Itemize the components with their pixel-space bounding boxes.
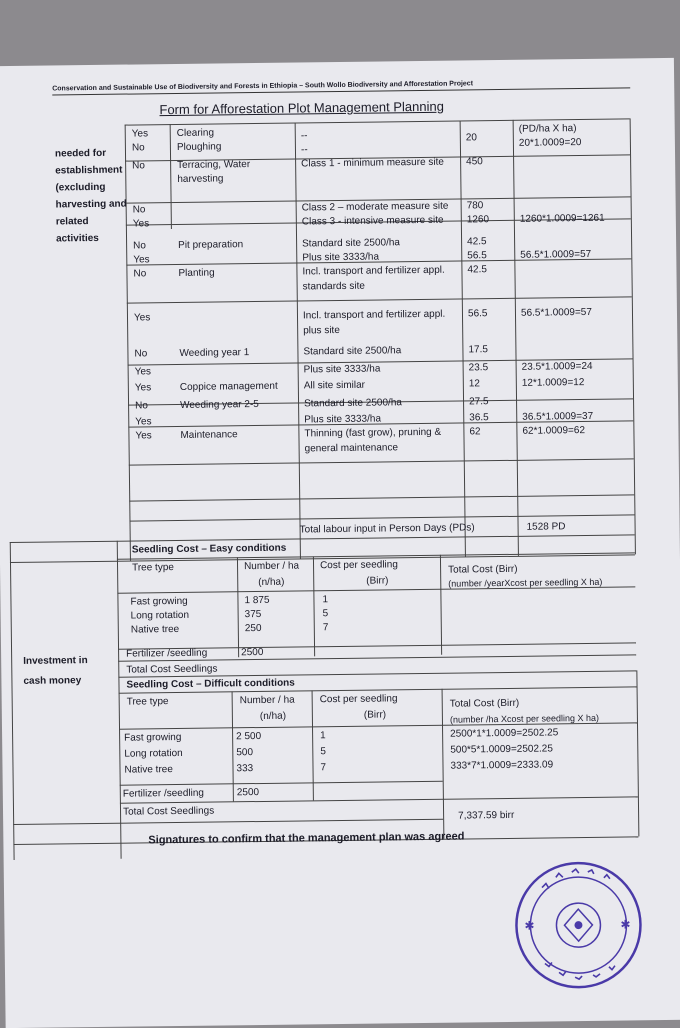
difficult-col-total: Total Cost (Birr) <box>449 697 520 710</box>
labour-person-days: 56.5 <box>467 250 487 262</box>
labour-description: Plus site 3333/ha <box>302 251 380 264</box>
investment-label-1: Investment in <box>23 655 88 667</box>
svg-text:✱: ✱ <box>524 918 535 933</box>
easy-row-cost: 5 <box>322 608 329 620</box>
labour-description: Plus site 3333/ha <box>303 363 381 376</box>
labour-calculation: 12*1.0009=12 <box>521 377 585 389</box>
easy-row-number: 1 875 <box>244 594 270 607</box>
labour-calculation: (PD/ha X ha) <box>518 123 577 135</box>
labour-description: Class 2 – moderate measure site <box>301 200 449 214</box>
labour-description-cont: standards site <box>302 280 365 293</box>
easy-col-total: Total Cost (Birr) <box>448 563 518 576</box>
labour-activity: Planting <box>178 267 215 279</box>
labour-person-days: 20 <box>465 132 478 144</box>
labour-activity-cont: harvesting <box>177 173 224 185</box>
easy-title: Seedling Cost – Easy conditions <box>131 542 287 556</box>
labour-description: Plus site 3333/ha <box>304 413 382 426</box>
labour-activity: Coppice management <box>179 380 278 393</box>
labour-description-cont: plus site <box>303 324 340 337</box>
labour-yes-no: No <box>134 348 148 360</box>
easy-fert-label: Fertilizer /seedling <box>126 647 208 660</box>
easy-row-cost: 1 <box>322 594 329 606</box>
difficult-title: Seedling Cost – Difficult conditions <box>126 677 295 691</box>
labour-activity: Maintenance <box>180 429 238 441</box>
difficult-row-cost: 5 <box>320 746 326 758</box>
labour-person-days: 36.5 <box>469 412 489 424</box>
labour-left-label: needed for establishment (excluding harvesting and related activities <box>54 147 127 245</box>
labour-person-days: 42.5 <box>467 236 487 248</box>
labour-person-days: 12 <box>468 378 481 390</box>
labour-activity: Clearing <box>176 127 215 139</box>
labour-person-days: 42.5 <box>467 264 487 276</box>
labour-yes-no: No <box>135 400 148 412</box>
labour-person-days: 780 <box>466 200 484 212</box>
labour-yes-no: No <box>133 268 147 280</box>
labour-yes-no: Yes <box>133 254 150 266</box>
difficult-col-num2: (n/ha) <box>259 710 287 722</box>
labour-yes-no: No <box>132 160 146 172</box>
labour-activity: Terracing, Water <box>177 159 251 171</box>
labour-total-label: Total labour input in Person Days (PDs) <box>299 522 475 536</box>
difficult-col-num: Number / ha <box>239 694 295 707</box>
labour-description: Standard site 2500/ha <box>303 397 402 410</box>
easy-row-type: Fast growing <box>130 595 188 608</box>
labour-person-days: 56.5 <box>467 308 488 320</box>
difficult-row-number: 500 <box>236 747 254 759</box>
labour-yes-no: No <box>131 142 145 154</box>
labour-description-cont: general maintenance <box>304 442 399 455</box>
investment-label-2: cash money <box>23 675 82 687</box>
difficult-col-cost2: (Birr) <box>363 709 387 721</box>
labour-calculation: 56.5*1.0009=57 <box>520 248 592 261</box>
labour-activity: Pit preparation <box>178 239 244 251</box>
labour-yes-no: Yes <box>135 430 152 442</box>
svg-text:✱: ✱ <box>620 917 631 932</box>
difficult-row-total: 500*5*1.0009=2502.25 <box>450 743 553 756</box>
labour-activity: Weeding year 1 <box>179 347 250 359</box>
labour-description: Incl. transport and fertilizer appl. <box>302 308 446 322</box>
labour-person-days: 1260 <box>466 214 490 226</box>
labour-yes-no: Yes <box>131 128 149 140</box>
labour-yes-no: No <box>132 204 146 216</box>
difficult-row-total: 2500*1*1.0009=2502.25 <box>450 727 559 740</box>
difficult-row-number: 2 500 <box>236 730 262 743</box>
easy-row-type: Native tree <box>130 623 180 636</box>
easy-row-number: 375 <box>244 608 262 621</box>
easy-col-total2: (number /yearXcost per seedling X ha) <box>448 576 603 589</box>
difficult-col-type: Tree type <box>126 696 169 708</box>
labour-person-days: 450 <box>466 156 483 168</box>
easy-fert-value: 2500 <box>241 646 264 659</box>
labour-person-days: 23.5 <box>468 362 489 374</box>
form-title: Form for Afforestation Plot Management Planning <box>159 98 445 118</box>
easy-row-type: Long rotation <box>130 609 190 622</box>
signatures-line: Signatures to confirm that the management plan was agreed <box>148 830 465 847</box>
difficult-col-total2: (number /ha Xcost per seedling X ha) <box>449 712 600 725</box>
easy-col-cost: Cost per seedling <box>319 559 398 572</box>
difficult-fert-label: Fertilizer /seedling <box>122 787 205 800</box>
difficult-row-type: Native tree <box>124 764 173 776</box>
easy-total-label: Total Cost Seedlings <box>126 663 218 676</box>
labour-calculation: 23.5*1.0009=24 <box>521 360 593 373</box>
easy-row-number: 250 <box>244 622 262 635</box>
labour-activity: Ploughing <box>176 141 222 153</box>
labour-activity: Weeding year 2-5 <box>180 398 259 411</box>
official-stamp <box>512 858 646 992</box>
difficult-row-cost: 1 <box>320 730 326 742</box>
labour-yes-no: Yes <box>132 218 150 230</box>
labour-yes-no: Yes <box>135 416 152 428</box>
labour-calculation: 36.5*1.0009=37 <box>522 410 594 423</box>
labour-description: Standard site 2500/ha <box>303 345 402 358</box>
easy-row-cost: 7 <box>322 622 329 634</box>
labour-calculation: 62*1.0009=62 <box>522 424 586 437</box>
labour-description: All site similar <box>303 379 366 392</box>
labour-description: Standard site 2500/ha <box>302 237 401 250</box>
labour-description: -- <box>300 130 308 142</box>
labour-yes-no: Yes <box>134 366 152 378</box>
difficult-total-value: 7,337.59 birr <box>458 809 515 822</box>
difficult-row-type: Fast growing <box>124 731 182 744</box>
labour-person-days: 27.5 <box>468 396 489 408</box>
easy-col-num2: (n/ha) <box>258 576 285 588</box>
difficult-row-cost: 7 <box>320 762 327 774</box>
easy-col-type: Tree type <box>131 562 174 574</box>
labour-calculation: 20*1.0009=20 <box>518 137 582 149</box>
labour-description: Class 3 - intensive measure site <box>301 214 444 228</box>
difficult-fert-value: 2500 <box>236 787 260 799</box>
project-header: Conservation and Sustainable Use of Biodiversity and Forests in Ethiopia – South Wollo Biodiversity and Afforestation Project <box>52 78 630 95</box>
labour-yes-no: Yes <box>133 312 151 324</box>
difficult-row-number: 333 <box>236 763 254 775</box>
easy-col-cost2: (Birr) <box>366 575 389 587</box>
document-page <box>0 58 680 1028</box>
labour-calculation: 1260*1.0009=1261 <box>519 212 605 225</box>
labour-description: Incl. transport and fertilizer appl. <box>302 264 445 278</box>
labour-description: Class 1 - minimum measure site <box>301 156 445 170</box>
labour-total-value: 1528 PD <box>526 521 566 533</box>
labour-table <box>0 58 674 66</box>
labour-person-days: 17.5 <box>468 344 488 356</box>
easy-col-num: Number / ha <box>243 560 300 573</box>
difficult-row-type: Long rotation <box>124 747 183 760</box>
difficult-total-label: Total Cost Seedlings <box>122 805 215 818</box>
labour-person-days: 62 <box>469 426 481 438</box>
difficult-col-cost: Cost per seedling <box>319 693 398 706</box>
labour-calculation: 56.5*1.0009=57 <box>520 306 592 319</box>
labour-yes-no: Yes <box>134 382 152 394</box>
labour-description: -- <box>300 144 308 156</box>
difficult-row-total: 333*7*1.0009=2333.09 <box>450 759 554 772</box>
labour-description: Thinning (fast grow), pruning & <box>304 426 442 440</box>
labour-yes-no: No <box>133 240 146 252</box>
